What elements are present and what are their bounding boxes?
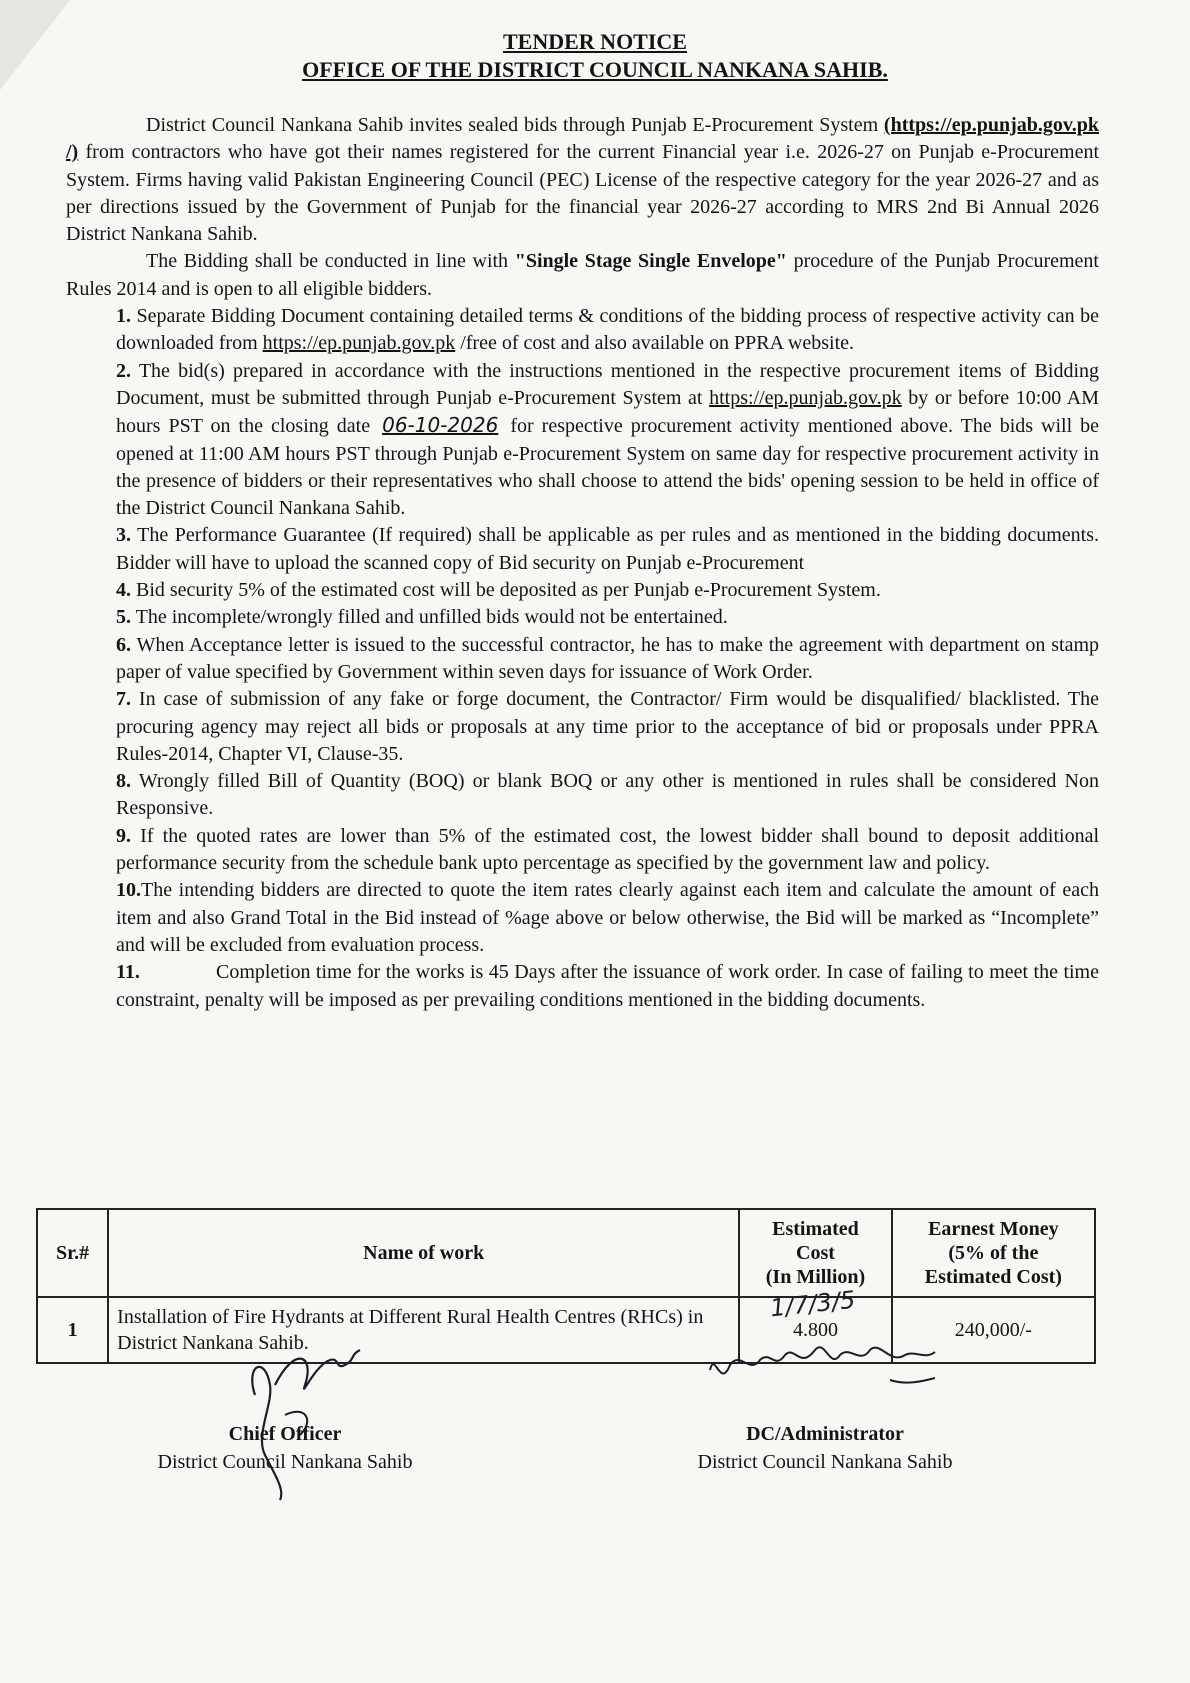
cell-estimated-cost: 4.800 (739, 1297, 891, 1363)
office-title: OFFICE OF THE DISTRICT COUNCIL NANKANA SAHIB. (302, 57, 888, 82)
cell-name-of-work: Installation of Fire Hydrants at Different Rural Health Centres (RHCs) in District Nankana Sahib. (108, 1297, 739, 1363)
clause-10: 10.The intending bidders are directed to quote the item rates clearly against each item and calculate the amount of each item and also Grand Total in the Bid instead of %age above or below otherwise, the Bid will be marked as “Incomplete” and will be excluded from evaluation process. (116, 879, 1099, 956)
intro-paragraph-2: The Bidding shall be conducted in line with "Single Stage Single Envelope" procedure of the Punjab Procurement Rules 2014 and is open to all eligible bidders. (66, 250, 1099, 300)
handwritten-closing-date: 06-10-2026 (382, 413, 499, 438)
header-name-of-work: Name of work (108, 1209, 739, 1297)
cell-earnest-money: 240,000/- (892, 1297, 1095, 1363)
notice-body (66, 112, 1099, 1014)
notice-header (0, 28, 1190, 84)
clause-11: 11. Completion time for the works is 45 Days after the issuance of work order. In case of failing to meet the time constraint, penalty will be imposed as per prevailing conditions mentioned in the bidding documents. (116, 961, 1099, 1011)
clause-8: 8. Wrongly filled Bill of Quantity (BOQ) or blank BOQ or any other is mentioned in rules shall be considered Non Responsive. (116, 770, 1099, 820)
header-earnest-money: Earnest Money (5% of the Estimated Cost) (892, 1209, 1095, 1297)
e-procurement-link[interactable]: https://ep.punjab.gov.pk (262, 332, 456, 355)
clause-1: 1. Separate Bidding Document containing detailed terms & conditions of the bidding process of respective activity can be downloaded from https://ep.punjab.gov.pk /free of cost and also available on PPRA website. (116, 305, 1100, 355)
clause-6: 6. When Acceptance letter is issued to the successful contractor, he has to make the agreement with department on stamp paper of value specified by Government within seven days for issuance of Work Order. (116, 633, 1100, 683)
table-header-row (37, 1209, 1095, 1297)
clause-9: 9. If the quoted rates are lower than 5% of the estimated cost, the lowest bidder shall bound to deposit additional performance security from the schedule bank upto percentage as specified by the government law and policy. (116, 824, 1100, 875)
dc-administrator-org: District Council Nankana Sahib (697, 1451, 953, 1473)
e-procurement-link[interactable]: (https://ep.punjab.gov.pk /) (66, 114, 1099, 164)
notice-title: TENDER NOTICE (503, 29, 687, 54)
clause-2: 2. The bid(s) prepared in accordance with the instructions mentioned in the respective procurement items of Bidding Document, must be submitted through Punjab e-Procurement System at https://ep.punjab.gov.pk by or before 10:00 AM hours PST on the closing date 06-10-2026 for respective procurement activity mentioned above. The bids will be opened at 11:00 AM hours PST through Punjab e-Procurement System on same day for respective procurement activity in the presence of bidders or their representatives who shall choose to attend the bids' opening session to be held in office of the District Council Nankana Sahib. (116, 359, 1100, 520)
header-sr: Sr.# (37, 1209, 108, 1297)
chief-officer-signature (215, 1325, 395, 1505)
clause-3: 3. The Performance Guarantee (If required) shall be applicable as per rules and as mentioned in the bidding documents. Bidder will have to upload the scanned copy of Bid security on Punjab e-Procurement (116, 524, 1099, 574)
handwritten-date: 1/7/3/5 (768, 1285, 857, 1323)
intro-paragraph-1: District Council Nankana Sahib invites sealed bids through Punjab E-Procurement System (https://ep.punjab.gov.pk /) from contractors who have got their names registered for the current Financial year i.e. 2026-27 on Punjab e-Procurement System. Firms having valid Pakistan Engineering Council (PEC) License of the respective category for the year 2026-27 and as per directions issued by the Government of Punjab for the financial year 2026-27 according to MRS 2nd Bi Annual 2026 District Nankana Sahib. (66, 114, 1100, 246)
header-estimated-cost: Estimated Cost (In Million) (739, 1209, 891, 1297)
clause-5: 5. The incomplete/wrongly filled and unfilled bids would not be entertained. (116, 606, 728, 629)
dc-administrator-block (660, 1420, 990, 1476)
dc-administrator-title: DC/Administrator (746, 1423, 904, 1445)
dc-administrator-signature (690, 1310, 990, 1420)
e-procurement-link[interactable]: https://ep.punjab.gov.pk (709, 386, 902, 409)
chief-officer-title: Chief Officer (228, 1423, 342, 1445)
cell-sr: 1 (37, 1297, 108, 1363)
chief-officer-org: District Council Nankana Sahib (157, 1451, 413, 1473)
chief-officer-block (120, 1420, 450, 1476)
clause-7: 7. In case of submission of any fake or forge document, the Contractor/ Firm would be disqualified/ blacklisted. The procuring agency may reject all bids or proposals at any time prior to the acceptance of bid or proposals under PPRA Rules-2014, Chapter VI, Clause-35. (116, 688, 1099, 765)
clause-4: 4. Bid security 5% of the estimated cost will be deposited as per Punjab e-Procurement System. (116, 579, 881, 602)
